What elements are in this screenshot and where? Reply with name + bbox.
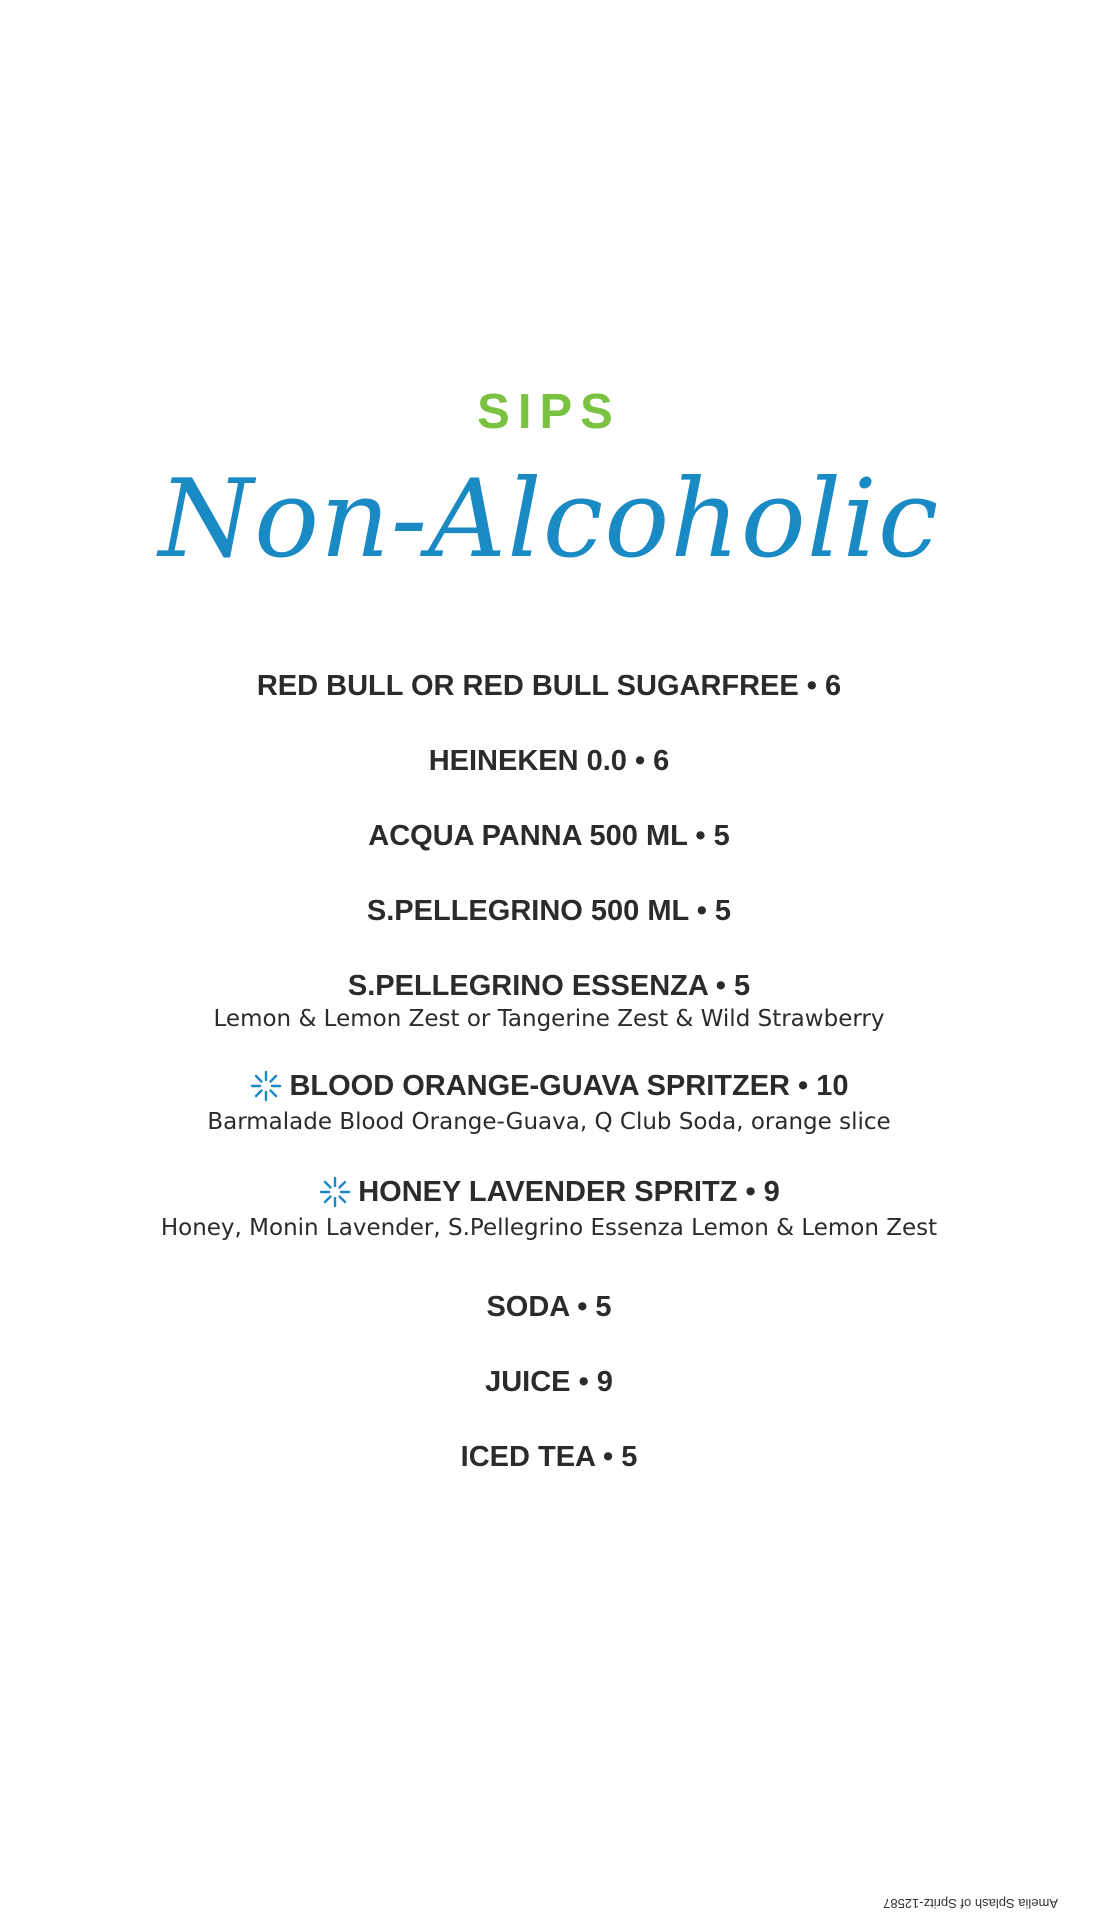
item-name: HEINEKEN 0.0 • 6	[428, 745, 670, 777]
menu-item	[0, 1364, 1098, 1400]
item-description: Lemon & Lemon Zest or Tangerine Zest & Wild Strawberry	[213, 1006, 885, 1032]
menu-item	[0, 1289, 1098, 1325]
item-name: ACQUA PANNA 500 ML • 5	[368, 820, 730, 852]
menu-item	[0, 1439, 1098, 1475]
item-name: S.PELLEGRINO ESSENZA • 5	[347, 970, 751, 1002]
sparkle-icon	[249, 1069, 283, 1103]
menu-title: Non-Alcoholic	[158, 457, 940, 582]
item-name: ICED TEA • 5	[460, 1441, 638, 1473]
item-name-row	[318, 1174, 780, 1210]
menu-eyebrow: SIPS	[477, 385, 621, 439]
menu-item-featured	[0, 1174, 1098, 1243]
menu-item	[0, 893, 1098, 929]
item-name-row	[249, 1068, 848, 1104]
print-code: Amelia Splash of Spritz-12587	[883, 1896, 1058, 1911]
item-name: RED BULL OR RED BULL SUGARFREE • 6	[256, 670, 842, 702]
menu-item	[0, 668, 1098, 704]
item-name: BLOOD ORANGE-GUAVA SPRITZER • 10	[289, 1070, 849, 1102]
item-description: Barmalade Blood Orange-Guava, Q Club Soda, orange slice	[207, 1109, 891, 1135]
item-description: Honey, Monin Lavender, S.Pellegrino Essenza Lemon & Lemon Zest	[160, 1215, 938, 1241]
item-name: JUICE • 9	[485, 1366, 613, 1398]
menu-item	[0, 818, 1098, 854]
item-name: S.PELLEGRINO 500 ML • 5	[366, 895, 732, 927]
item-name: SODA • 5	[486, 1291, 612, 1323]
menu-item	[0, 968, 1098, 1034]
item-name: HONEY LAVENDER SPRITZ • 9	[358, 1176, 780, 1208]
menu-item	[0, 743, 1098, 779]
menu-item-featured	[0, 1068, 1098, 1137]
sparkle-icon	[318, 1175, 352, 1209]
